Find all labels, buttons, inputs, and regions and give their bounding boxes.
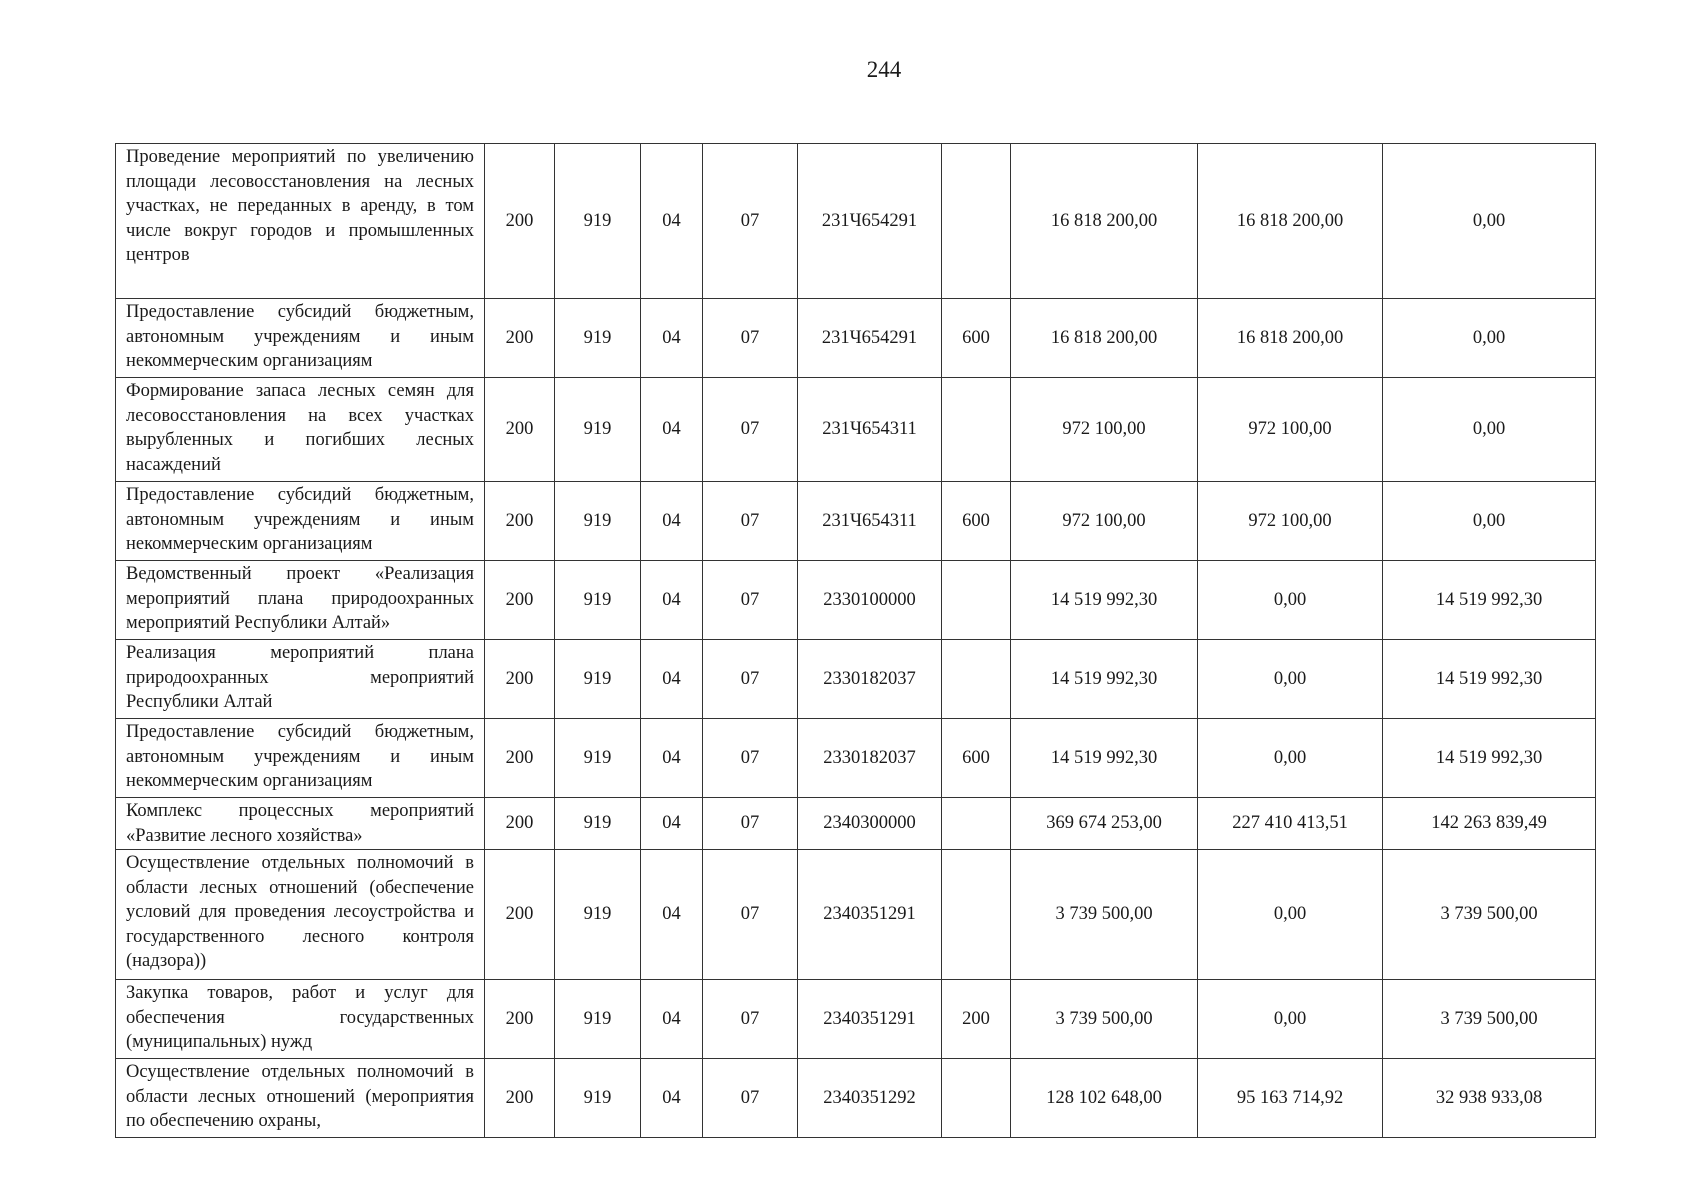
row-sum-2: 16 818 200,00 (1198, 299, 1383, 378)
budget-table (115, 143, 1596, 1138)
row-sum-3: 0,00 (1383, 144, 1596, 299)
row-sum-total: 16 818 200,00 (1011, 299, 1198, 378)
row-description: Комплекс процессных мероприятий «Развитие лесного хозяйства» (116, 798, 485, 850)
row-target-code: 2330182037 (798, 640, 942, 719)
row-sum-3: 0,00 (1383, 378, 1596, 482)
table-row (116, 378, 1596, 482)
row-target-code: 2340300000 (798, 798, 942, 850)
row-sum-total: 14 519 992,30 (1011, 561, 1198, 640)
row-c4: 07 (703, 1059, 798, 1138)
row-sum-2: 0,00 (1198, 850, 1383, 980)
row-sum-total: 369 674 253,00 (1011, 798, 1198, 850)
row-sum-3: 0,00 (1383, 299, 1596, 378)
row-expense-type (942, 378, 1011, 482)
row-c2: 919 (555, 798, 641, 850)
row-c1: 200 (485, 980, 555, 1059)
row-c4: 07 (703, 378, 798, 482)
table-row (116, 561, 1596, 640)
row-c3: 04 (641, 482, 703, 561)
row-sum-total: 128 102 648,00 (1011, 1059, 1198, 1138)
row-sum-2: 972 100,00 (1198, 378, 1383, 482)
row-c2: 919 (555, 640, 641, 719)
row-description: Предоставление субсидий бюджетным, автономным учреждениям и иным некоммерческим организациям (116, 719, 485, 798)
row-c3: 04 (641, 1059, 703, 1138)
row-target-code: 231Ч654311 (798, 378, 942, 482)
row-c2: 919 (555, 850, 641, 980)
table-row (116, 798, 1596, 850)
row-c2: 919 (555, 482, 641, 561)
row-expense-type (942, 640, 1011, 719)
row-target-code: 2340351291 (798, 980, 942, 1059)
row-sum-3: 32 938 933,08 (1383, 1059, 1596, 1138)
row-description: Предоставление субсидий бюджетным, автономным учреждениям и иным некоммерческим организациям (116, 482, 485, 561)
row-target-code: 231Ч654291 (798, 144, 942, 299)
row-expense-type (942, 798, 1011, 850)
row-c4: 07 (703, 850, 798, 980)
row-expense-type: 600 (942, 299, 1011, 378)
row-c4: 07 (703, 640, 798, 719)
row-sum-3: 142 263 839,49 (1383, 798, 1596, 850)
row-c1: 200 (485, 1059, 555, 1138)
row-c4: 07 (703, 980, 798, 1059)
row-sum-3: 14 519 992,30 (1383, 640, 1596, 719)
row-sum-3: 14 519 992,30 (1383, 719, 1596, 798)
row-description: Осуществление отдельных полномочий в области лесных отношений (обеспечение условий для проведения лесоустройства и государственного лесного контроля (надзора)) (116, 850, 485, 980)
row-sum-2: 972 100,00 (1198, 482, 1383, 561)
table-row (116, 1059, 1596, 1138)
row-c4: 07 (703, 798, 798, 850)
row-c3: 04 (641, 378, 703, 482)
row-sum-2: 0,00 (1198, 640, 1383, 719)
row-c2: 919 (555, 1059, 641, 1138)
table-row (116, 640, 1596, 719)
row-description: Закупка товаров, работ и услуг для обеспечения государственных (муниципальных) нужд (116, 980, 485, 1059)
row-sum-3: 3 739 500,00 (1383, 850, 1596, 980)
row-target-code: 231Ч654291 (798, 299, 942, 378)
table-row (116, 482, 1596, 561)
page-number: 244 (866, 57, 902, 82)
row-c4: 07 (703, 144, 798, 299)
row-c2: 919 (555, 719, 641, 798)
row-expense-type (942, 850, 1011, 980)
row-expense-type: 600 (942, 482, 1011, 561)
row-sum-total: 3 739 500,00 (1011, 980, 1198, 1059)
row-target-code: 2340351291 (798, 850, 942, 980)
row-description: Осуществление отдельных полномочий в области лесных отношений (мероприятия по обеспечению охраны, (116, 1059, 485, 1138)
row-description: Предоставление субсидий бюджетным, автономным учреждениям и иным некоммерческим организациям (116, 299, 485, 378)
row-sum-total: 16 818 200,00 (1011, 144, 1198, 299)
row-c1: 200 (485, 719, 555, 798)
row-c4: 07 (703, 482, 798, 561)
row-expense-type (942, 1059, 1011, 1138)
row-sum-2: 95 163 714,92 (1198, 1059, 1383, 1138)
row-sum-total: 3 739 500,00 (1011, 850, 1198, 980)
row-sum-total: 14 519 992,30 (1011, 719, 1198, 798)
row-c1: 200 (485, 850, 555, 980)
row-c2: 919 (555, 561, 641, 640)
table-row (116, 980, 1596, 1059)
row-expense-type (942, 561, 1011, 640)
row-description: Ведомственный проект «Реализация мероприятий плана природоохранных мероприятий Республики Алтай» (116, 561, 485, 640)
row-c4: 07 (703, 299, 798, 378)
row-expense-type: 600 (942, 719, 1011, 798)
row-c2: 919 (555, 980, 641, 1059)
table-row (116, 299, 1596, 378)
table-row (116, 719, 1596, 798)
row-c1: 200 (485, 378, 555, 482)
row-sum-total: 972 100,00 (1011, 482, 1198, 561)
table-row (116, 850, 1596, 980)
row-c1: 200 (485, 482, 555, 561)
row-c1: 200 (485, 640, 555, 719)
row-c1: 200 (485, 798, 555, 850)
row-sum-total: 14 519 992,30 (1011, 640, 1198, 719)
row-sum-total: 972 100,00 (1011, 378, 1198, 482)
row-c3: 04 (641, 561, 703, 640)
row-sum-2: 0,00 (1198, 561, 1383, 640)
row-target-code: 231Ч654311 (798, 482, 942, 561)
row-c2: 919 (555, 299, 641, 378)
row-c1: 200 (485, 144, 555, 299)
table-row (116, 144, 1596, 299)
row-c3: 04 (641, 640, 703, 719)
row-c2: 919 (555, 144, 641, 299)
row-c1: 200 (485, 299, 555, 378)
table-body (116, 144, 1596, 1138)
row-expense-type: 200 (942, 980, 1011, 1059)
row-sum-3: 14 519 992,30 (1383, 561, 1596, 640)
row-target-code: 2330182037 (798, 719, 942, 798)
row-c3: 04 (641, 980, 703, 1059)
row-sum-2: 0,00 (1198, 719, 1383, 798)
row-c3: 04 (641, 798, 703, 850)
row-sum-3: 0,00 (1383, 482, 1596, 561)
row-c3: 04 (641, 719, 703, 798)
row-sum-2: 16 818 200,00 (1198, 144, 1383, 299)
row-description: Проведение мероприятий по увеличению площади лесовосстановления на лесных участках, не переданных в аренду, в том числе вокруг городов и промышленных центров (116, 144, 485, 299)
row-sum-3: 3 739 500,00 (1383, 980, 1596, 1059)
row-sum-2: 0,00 (1198, 980, 1383, 1059)
row-target-code: 2330100000 (798, 561, 942, 640)
row-c3: 04 (641, 144, 703, 299)
row-description: Реализация мероприятий плана природоохранных мероприятий Республики Алтай (116, 640, 485, 719)
row-c3: 04 (641, 299, 703, 378)
row-c3: 04 (641, 850, 703, 980)
row-target-code: 2340351292 (798, 1059, 942, 1138)
row-description: Формирование запаса лесных семян для лесовосстановления на всех участках вырубленных и погибших лесных насаждений (116, 378, 485, 482)
row-expense-type (942, 144, 1011, 299)
row-c4: 07 (703, 719, 798, 798)
row-c4: 07 (703, 561, 798, 640)
row-c2: 919 (555, 378, 641, 482)
row-c1: 200 (485, 561, 555, 640)
row-sum-2: 227 410 413,51 (1198, 798, 1383, 850)
